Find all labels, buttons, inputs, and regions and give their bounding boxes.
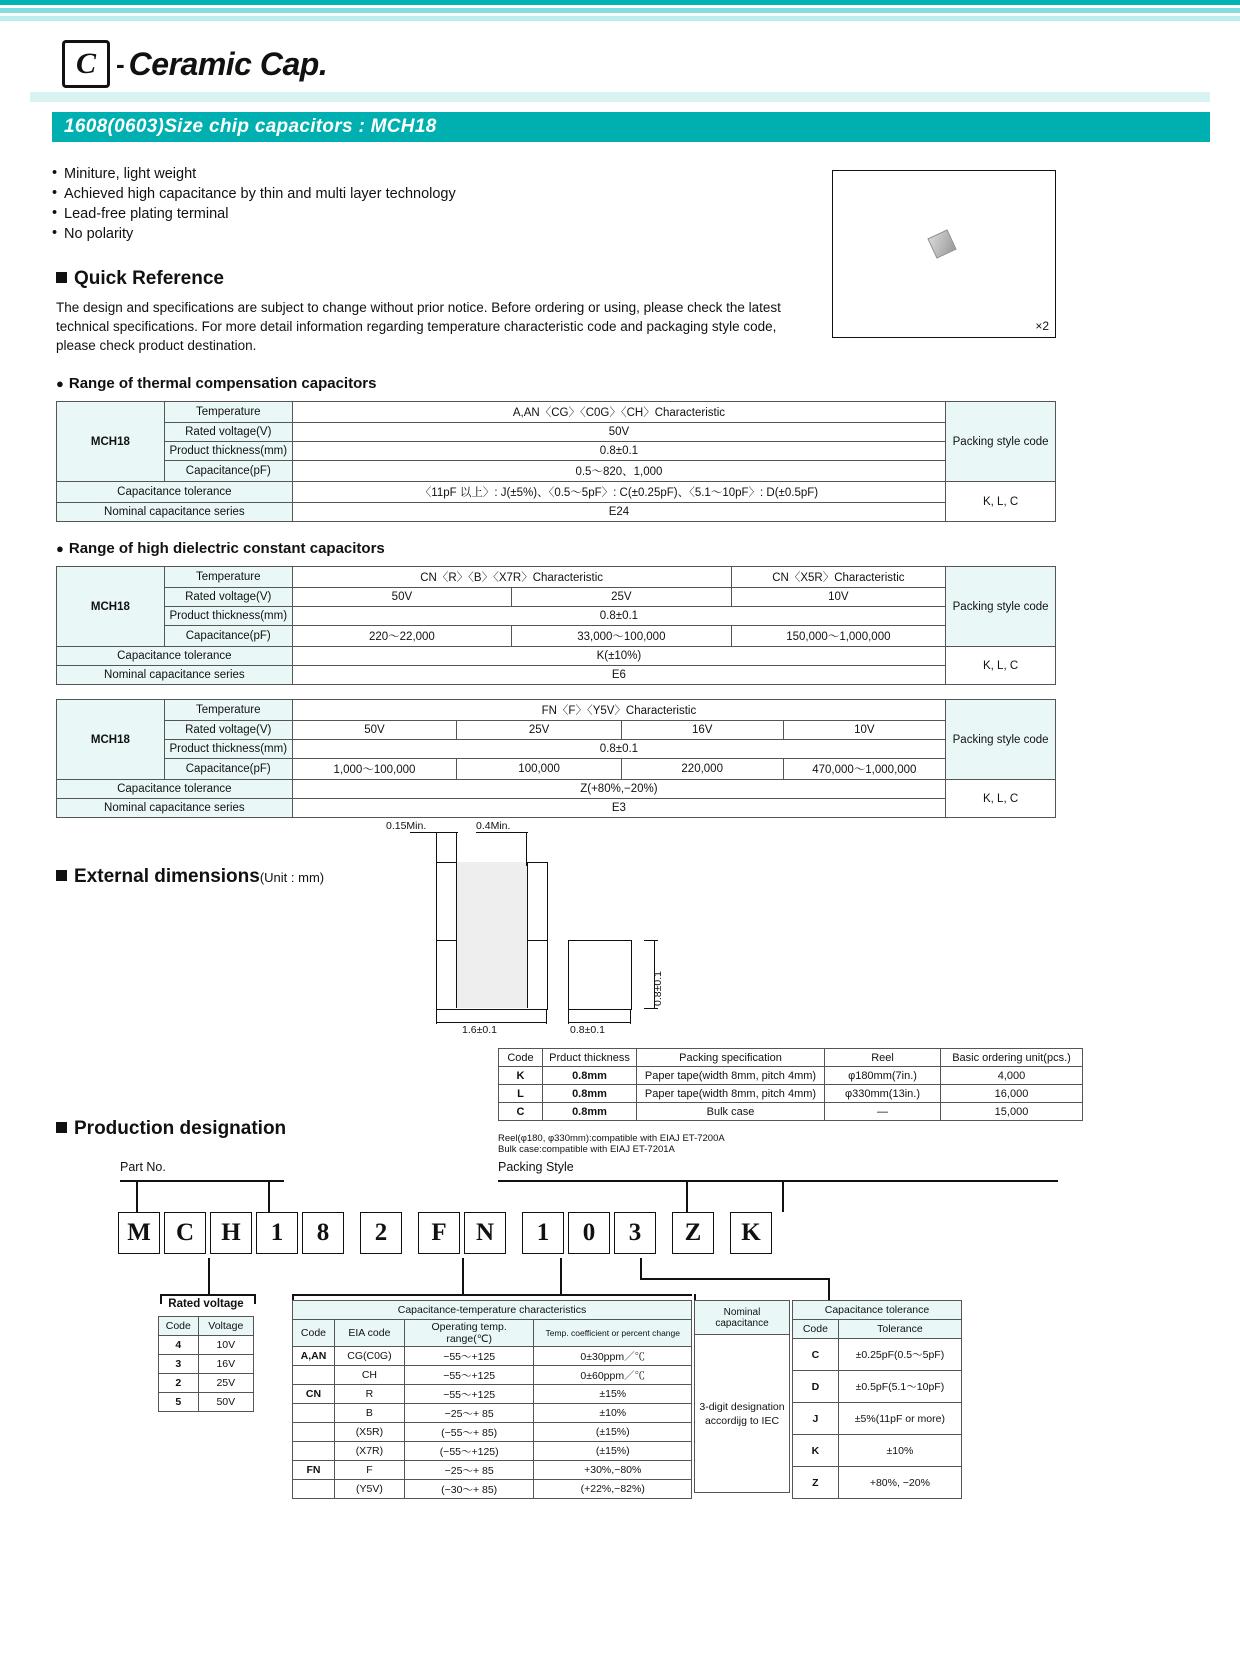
highk-packing-codes: K, L, C bbox=[946, 647, 1056, 685]
tc-range: (−55〜+ 85) bbox=[404, 1423, 534, 1442]
dim-tick bbox=[456, 832, 457, 866]
front-view-body bbox=[456, 940, 528, 1008]
part-code-box-packing: K bbox=[730, 1212, 772, 1254]
quick-reference-heading-text: Quick Reference bbox=[74, 268, 224, 289]
part-number-boxes bbox=[118, 1212, 772, 1254]
y5v-temp-label: Temperature bbox=[164, 700, 292, 721]
tc-coef: 0±30ppm／℃ bbox=[534, 1347, 692, 1366]
tol-title: Capacitance tolerance bbox=[793, 1301, 962, 1320]
y5v-cap-value: 470,000〜1,000,000 bbox=[783, 759, 946, 780]
connector-line bbox=[640, 1258, 642, 1278]
highk-cap-value: 33,000〜100,000 bbox=[512, 626, 731, 647]
thermal-table bbox=[56, 401, 1056, 522]
y5v-volt-label: Rated voltage(V) bbox=[164, 721, 292, 740]
tc-eia: (Y5V) bbox=[334, 1480, 404, 1499]
table-row bbox=[793, 1467, 962, 1499]
highk-temp-label: Temperature bbox=[164, 567, 292, 588]
external-dimensions-heading bbox=[56, 866, 324, 888]
logo-c-icon: C bbox=[62, 40, 110, 88]
y5v-thickness-label: Product thickness(mm) bbox=[164, 740, 292, 759]
tc-range: −55〜+125 bbox=[404, 1347, 534, 1366]
table-row bbox=[293, 1366, 692, 1385]
part-no-label: Part No. bbox=[120, 1160, 166, 1174]
packing-col-header: Code bbox=[499, 1049, 543, 1067]
tc-col-header: Operating temp. range(℃) bbox=[404, 1320, 534, 1347]
table-row bbox=[159, 1374, 254, 1393]
table-row bbox=[793, 1403, 962, 1435]
packing-col-header: Basic ordering unit(pcs.) bbox=[941, 1049, 1083, 1067]
capacitance-tolerance-table bbox=[792, 1300, 962, 1499]
thermal-tolerance-label: Capacitance tolerance bbox=[57, 482, 293, 503]
highk-section-heading: ● Range of high dielectric constant capacitors bbox=[56, 540, 385, 557]
packing-note-line: Bulk case:compatible with EIAJ ET-7201A bbox=[498, 1144, 675, 1155]
packing-code: L bbox=[499, 1085, 543, 1103]
part-code-box-capacitance: 0 bbox=[568, 1212, 610, 1254]
photo-scale-label: ×2 bbox=[1035, 319, 1049, 333]
temp-characteristics-table bbox=[292, 1300, 692, 1499]
tol-value: ±0.25pF(0.5〜5pF) bbox=[838, 1339, 961, 1371]
y5v-cap-value: 220,000 bbox=[621, 759, 783, 780]
thermal-row-value: A,AN〈CG〉〈C0G〉〈CH〉Characteristic bbox=[292, 402, 945, 423]
packing-col-header: Packing specification bbox=[637, 1049, 825, 1067]
packing-reel: φ180mm(7in.) bbox=[825, 1067, 941, 1085]
thermal-row-value: 0.8±0.1 bbox=[292, 442, 945, 461]
dim-tick bbox=[644, 940, 658, 941]
logo-underline-band bbox=[30, 92, 1210, 102]
bracket-drop bbox=[686, 1180, 688, 1212]
square-bullet-icon bbox=[56, 870, 67, 881]
packing-thickness: 0.8mm bbox=[543, 1085, 637, 1103]
connector-line bbox=[462, 1258, 464, 1296]
table-row bbox=[793, 1435, 962, 1467]
tol-value: ±0.5pF(5.1〜10pF) bbox=[838, 1371, 961, 1403]
thermal-row-label: Temperature bbox=[164, 402, 292, 423]
highk-cap-label: Capacitance(pF) bbox=[164, 626, 292, 647]
highk-packing-label: Packing style code bbox=[946, 567, 1056, 647]
nominal-capacitance-table bbox=[694, 1300, 790, 1493]
connector-line bbox=[208, 1294, 256, 1296]
highk-tolerance-value: K(±10%) bbox=[292, 647, 945, 666]
bracket-drop bbox=[268, 1180, 270, 1212]
highk-cap-value: 150,000〜1,000,000 bbox=[731, 626, 946, 647]
tc-eia: B bbox=[334, 1404, 404, 1423]
packing-thickness: 0.8mm bbox=[543, 1103, 637, 1121]
rv-voltage: 16V bbox=[198, 1355, 253, 1374]
y5v-volt-value: 10V bbox=[783, 721, 946, 740]
tc-eia: CH bbox=[334, 1366, 404, 1385]
highk-table bbox=[56, 566, 1056, 685]
y5v-table bbox=[56, 699, 1056, 818]
y5v-cap-value: 100,000 bbox=[457, 759, 622, 780]
bullet-item: • No polarity bbox=[52, 224, 456, 244]
tc-eia: R bbox=[334, 1385, 404, 1404]
part-code-box: H bbox=[210, 1212, 252, 1254]
tc-coef: (±15%) bbox=[534, 1442, 692, 1461]
thermal-part-label: MCH18 bbox=[57, 402, 165, 482]
highk-thickness-value: 0.8±0.1 bbox=[292, 607, 945, 626]
rv-col-header: Voltage bbox=[198, 1317, 253, 1336]
table-row bbox=[499, 1085, 1083, 1103]
tol-col-header: Code bbox=[793, 1320, 839, 1339]
dim-line bbox=[476, 832, 528, 833]
bullet-item: • Achieved high capacitance by thin and multi layer technology bbox=[52, 184, 456, 204]
y5v-volt-value: 50V bbox=[292, 721, 457, 740]
dim-label-height: 0.8±0.1 bbox=[652, 971, 664, 1006]
tc-eia: CG(C0G) bbox=[334, 1347, 404, 1366]
top-view-body bbox=[456, 862, 528, 950]
thermal-row-label: Capacitance(pF) bbox=[164, 461, 292, 482]
tc-range: −25〜+ 85 bbox=[404, 1461, 534, 1480]
production-designation-heading-text: Production designation bbox=[74, 1118, 287, 1139]
rv-col-header: Code bbox=[159, 1317, 199, 1336]
connector-line bbox=[750, 1278, 830, 1280]
nominal-body: 3-digit designation accordijg to IEC bbox=[695, 1335, 790, 1493]
table-row bbox=[159, 1336, 254, 1355]
top-color-bars bbox=[0, 0, 1240, 21]
tc-code bbox=[293, 1480, 335, 1499]
thermal-tolerance-value: 〈11pF 以上〉: J(±5%)、〈0.5〜5pF〉: C(±0.25pF)、〈5.1〜10pF〉: D(±0.5pF) bbox=[292, 482, 945, 503]
logo-wordmark: Ceramic Cap. bbox=[128, 45, 328, 82]
quick-reference-body: The design and specifications are subject to change without prior notice. Before ordering or using, please check the latest technical specifications. For more detail information regarding temperature characteristic code and packaging style code, please check product destination. bbox=[56, 300, 781, 353]
product-photo bbox=[832, 170, 1056, 338]
thermal-row-value: 50V bbox=[292, 423, 945, 442]
dim-tick bbox=[644, 1008, 658, 1009]
dim-label-015min: 0.15Min. bbox=[386, 820, 427, 832]
bracket-drop bbox=[782, 1180, 784, 1212]
rv-code: 5 bbox=[159, 1393, 199, 1412]
tc-coef: 0±60ppm／℃ bbox=[534, 1366, 692, 1385]
table-row bbox=[293, 1423, 692, 1442]
rv-code: 3 bbox=[159, 1355, 199, 1374]
packing-col-header: Prduct thickness bbox=[543, 1049, 637, 1067]
tol-value: ±5%(11pF or more) bbox=[838, 1403, 961, 1435]
bullet-item: • Lead-free plating terminal bbox=[52, 204, 456, 224]
highk-temp-right: CN〈X5R〉Characteristic bbox=[731, 567, 946, 588]
y5v-cap-value: 1,000〜100,000 bbox=[292, 759, 457, 780]
tc-code bbox=[293, 1404, 335, 1423]
table-row bbox=[293, 1347, 692, 1366]
rv-voltage: 10V bbox=[198, 1336, 253, 1355]
thermal-series-label: Nominal capacitance series bbox=[57, 503, 293, 522]
part-code-box-tempchar: F bbox=[418, 1212, 460, 1254]
dim-label-depth: 0.8±0.1 bbox=[570, 1024, 605, 1036]
chip-capacitor-image bbox=[927, 229, 956, 258]
y5v-temp-value: FN〈F〉〈Y5V〉Characteristic bbox=[292, 700, 946, 721]
page-title: 1608(0603)Size chip capacitors : MCH18 bbox=[52, 112, 1210, 142]
highk-series-value: E6 bbox=[292, 666, 945, 685]
thermal-packing-label: Packing style code bbox=[946, 402, 1056, 482]
y5v-volt-value: 16V bbox=[621, 721, 783, 740]
tol-code: C bbox=[793, 1339, 839, 1371]
highk-temp-left: CN〈R〉〈B〉〈X7R〉Characteristic bbox=[292, 567, 731, 588]
highk-volt-value: 25V bbox=[512, 588, 731, 607]
packing-spec: Paper tape(width 8mm, pitch 4mm) bbox=[637, 1067, 825, 1085]
part-code-box-tolerance: Z bbox=[672, 1212, 714, 1254]
tc-coef: (±15%) bbox=[534, 1423, 692, 1442]
part-code-box-capacitance: 1 bbox=[522, 1212, 564, 1254]
highk-cap-value: 220〜22,000 bbox=[292, 626, 511, 647]
dim-line bbox=[410, 832, 458, 833]
y5v-thickness-value: 0.8±0.1 bbox=[292, 740, 946, 759]
table-row bbox=[293, 1442, 692, 1461]
dim-line bbox=[568, 1022, 630, 1023]
tol-col-header: Tolerance bbox=[838, 1320, 961, 1339]
packing-reel: — bbox=[825, 1103, 941, 1121]
packing-spec: Paper tape(width 8mm, pitch 4mm) bbox=[637, 1085, 825, 1103]
y5v-volt-value: 25V bbox=[457, 721, 622, 740]
dim-label-04min: 0.4Min. bbox=[476, 820, 511, 832]
tc-col-header: EIA code bbox=[334, 1320, 404, 1347]
table-row bbox=[793, 1339, 962, 1371]
table-row bbox=[293, 1385, 692, 1404]
tc-eia: (X7R) bbox=[334, 1442, 404, 1461]
tc-col-header: Code bbox=[293, 1320, 335, 1347]
dim-tick bbox=[436, 1010, 437, 1024]
packing-code: C bbox=[499, 1103, 543, 1121]
rated-voltage-title: Rated voltage bbox=[168, 1298, 244, 1310]
packing-thickness: 0.8mm bbox=[543, 1067, 637, 1085]
packing-col-header: Reel bbox=[825, 1049, 941, 1067]
highk-thickness-label: Product thickness(mm) bbox=[164, 607, 292, 626]
tc-eia: F bbox=[334, 1461, 404, 1480]
y5v-packing-label: Packing style code bbox=[946, 700, 1056, 780]
packing-reel: φ330mm(13in.) bbox=[825, 1085, 941, 1103]
part-code-box-capacitance: 3 bbox=[614, 1212, 656, 1254]
y5v-packing-codes: K, L, C bbox=[946, 780, 1056, 818]
rv-voltage: 25V bbox=[198, 1374, 253, 1393]
y5v-tolerance-value: Z(+80%,−20%) bbox=[292, 780, 946, 799]
tc-code: A,AN bbox=[293, 1347, 335, 1366]
part-code-box: 1 bbox=[256, 1212, 298, 1254]
bullet-item: • Miniture, light weight bbox=[52, 164, 456, 184]
tc-range: (−55〜+125) bbox=[404, 1442, 534, 1461]
connector-line bbox=[292, 1294, 692, 1296]
quick-reference-heading bbox=[56, 268, 224, 290]
part-code-box-tempchar: N bbox=[464, 1212, 506, 1254]
part-code-box: C bbox=[164, 1212, 206, 1254]
tc-range: −55〜+125 bbox=[404, 1385, 534, 1404]
part-code-box: M bbox=[118, 1212, 160, 1254]
packing-note-line: Reel(φ180, φ330mm):compatible with EIAJ ET-7200A bbox=[498, 1133, 725, 1144]
tc-coef: (+22%,−82%) bbox=[534, 1480, 692, 1499]
packing-notes bbox=[498, 1133, 725, 1155]
highk-part-label: MCH18 bbox=[57, 567, 165, 647]
square-bullet-icon bbox=[56, 1122, 67, 1133]
tc-code: CN bbox=[293, 1385, 335, 1404]
tc-range: −55〜+125 bbox=[404, 1366, 534, 1385]
connector-line bbox=[254, 1294, 256, 1304]
bracket-line bbox=[120, 1180, 284, 1182]
thermal-row-label: Rated voltage(V) bbox=[164, 423, 292, 442]
tc-code: FN bbox=[293, 1461, 335, 1480]
side-view-outline bbox=[568, 940, 632, 1010]
packing-code: K bbox=[499, 1067, 543, 1085]
part-code-box-voltage: 2 bbox=[360, 1212, 402, 1254]
packing-order-unit: 16,000 bbox=[941, 1085, 1083, 1103]
y5v-series-label: Nominal capacitance series bbox=[57, 799, 293, 818]
packing-order-unit: 4,000 bbox=[941, 1067, 1083, 1085]
packing-spec: Bulk case bbox=[637, 1103, 825, 1121]
connector-line bbox=[208, 1258, 210, 1296]
thermal-section-heading: ● Range of thermal compensation capacitors bbox=[56, 375, 376, 392]
highk-volt-label: Rated voltage(V) bbox=[164, 588, 292, 607]
thermal-row-label: Product thickness(mm) bbox=[164, 442, 292, 461]
dim-tick bbox=[630, 1010, 631, 1024]
nominal-title: Nominal capacitance bbox=[695, 1301, 790, 1335]
square-bullet-icon bbox=[56, 272, 67, 283]
external-dimensions-unit: (Unit : mm) bbox=[259, 870, 325, 885]
tol-code: Z bbox=[793, 1467, 839, 1499]
external-dimensions-heading-text: External dimensions bbox=[74, 866, 260, 887]
table-row bbox=[499, 1103, 1083, 1121]
connector-line bbox=[560, 1258, 562, 1296]
thermal-packing-codes: K, L, C bbox=[946, 482, 1056, 522]
feature-bullets bbox=[52, 164, 456, 244]
highk-volt-value: 50V bbox=[292, 588, 511, 607]
thermal-row-value: 0.5〜820、1,000 bbox=[292, 461, 945, 482]
dim-tick bbox=[436, 832, 437, 866]
y5v-cap-label: Capacitance(pF) bbox=[164, 759, 292, 780]
tc-code bbox=[293, 1442, 335, 1461]
table-row bbox=[293, 1480, 692, 1499]
brand-logo bbox=[62, 40, 327, 88]
highk-series-label: Nominal capacitance series bbox=[57, 666, 293, 685]
table-row bbox=[159, 1393, 254, 1412]
tc-coef: ±15% bbox=[534, 1385, 692, 1404]
table-row bbox=[793, 1371, 962, 1403]
logo-dash: - bbox=[116, 48, 125, 79]
connector-line bbox=[160, 1294, 210, 1296]
dim-tick bbox=[546, 1010, 547, 1024]
production-designation-heading bbox=[56, 1118, 286, 1140]
tc-eia: (X5R) bbox=[334, 1423, 404, 1442]
rv-code: 4 bbox=[159, 1336, 199, 1355]
packing-specification-table bbox=[498, 1048, 1083, 1121]
tol-value: +80%, −20% bbox=[838, 1467, 961, 1499]
table-row bbox=[293, 1461, 692, 1480]
packing-style-label: Packing Style bbox=[498, 1160, 574, 1174]
packing-order-unit: 15,000 bbox=[941, 1103, 1083, 1121]
tol-code: K bbox=[793, 1435, 839, 1467]
part-code-box: 8 bbox=[302, 1212, 344, 1254]
tol-value: ±10% bbox=[838, 1435, 961, 1467]
tc-code bbox=[293, 1423, 335, 1442]
tc-range: −25〜+ 85 bbox=[404, 1404, 534, 1423]
thermal-series-value: E24 bbox=[292, 503, 945, 522]
table-row bbox=[159, 1355, 254, 1374]
rv-voltage: 50V bbox=[198, 1393, 253, 1412]
y5v-tolerance-label: Capacitance tolerance bbox=[57, 780, 293, 799]
highk-tolerance-label: Capacitance tolerance bbox=[57, 647, 293, 666]
bracket-line bbox=[498, 1180, 1058, 1182]
rated-voltage-table bbox=[158, 1316, 254, 1412]
dim-line bbox=[436, 1022, 546, 1023]
tol-code: D bbox=[793, 1371, 839, 1403]
y5v-part-label: MCH18 bbox=[57, 700, 165, 780]
dim-tick bbox=[526, 832, 527, 866]
tc-coef: ±10% bbox=[534, 1404, 692, 1423]
dim-tick bbox=[568, 1010, 569, 1024]
tc-range: (−30〜+ 85) bbox=[404, 1480, 534, 1499]
bracket-drop bbox=[136, 1180, 138, 1212]
dimension-drawing bbox=[380, 820, 710, 1040]
rv-code: 2 bbox=[159, 1374, 199, 1393]
y5v-series-value: E3 bbox=[292, 799, 946, 818]
tc-coef: +30%,−80% bbox=[534, 1461, 692, 1480]
tol-code: J bbox=[793, 1403, 839, 1435]
tc-code bbox=[293, 1366, 335, 1385]
table-row bbox=[293, 1404, 692, 1423]
tc-col-header: Temp. coefficient or percent change bbox=[534, 1320, 692, 1347]
tc-title: Capacitance-temperature characteristics bbox=[293, 1301, 692, 1320]
highk-volt-value: 10V bbox=[731, 588, 946, 607]
table-row bbox=[499, 1067, 1083, 1085]
dim-label-width: 1.6±0.1 bbox=[462, 1024, 497, 1036]
